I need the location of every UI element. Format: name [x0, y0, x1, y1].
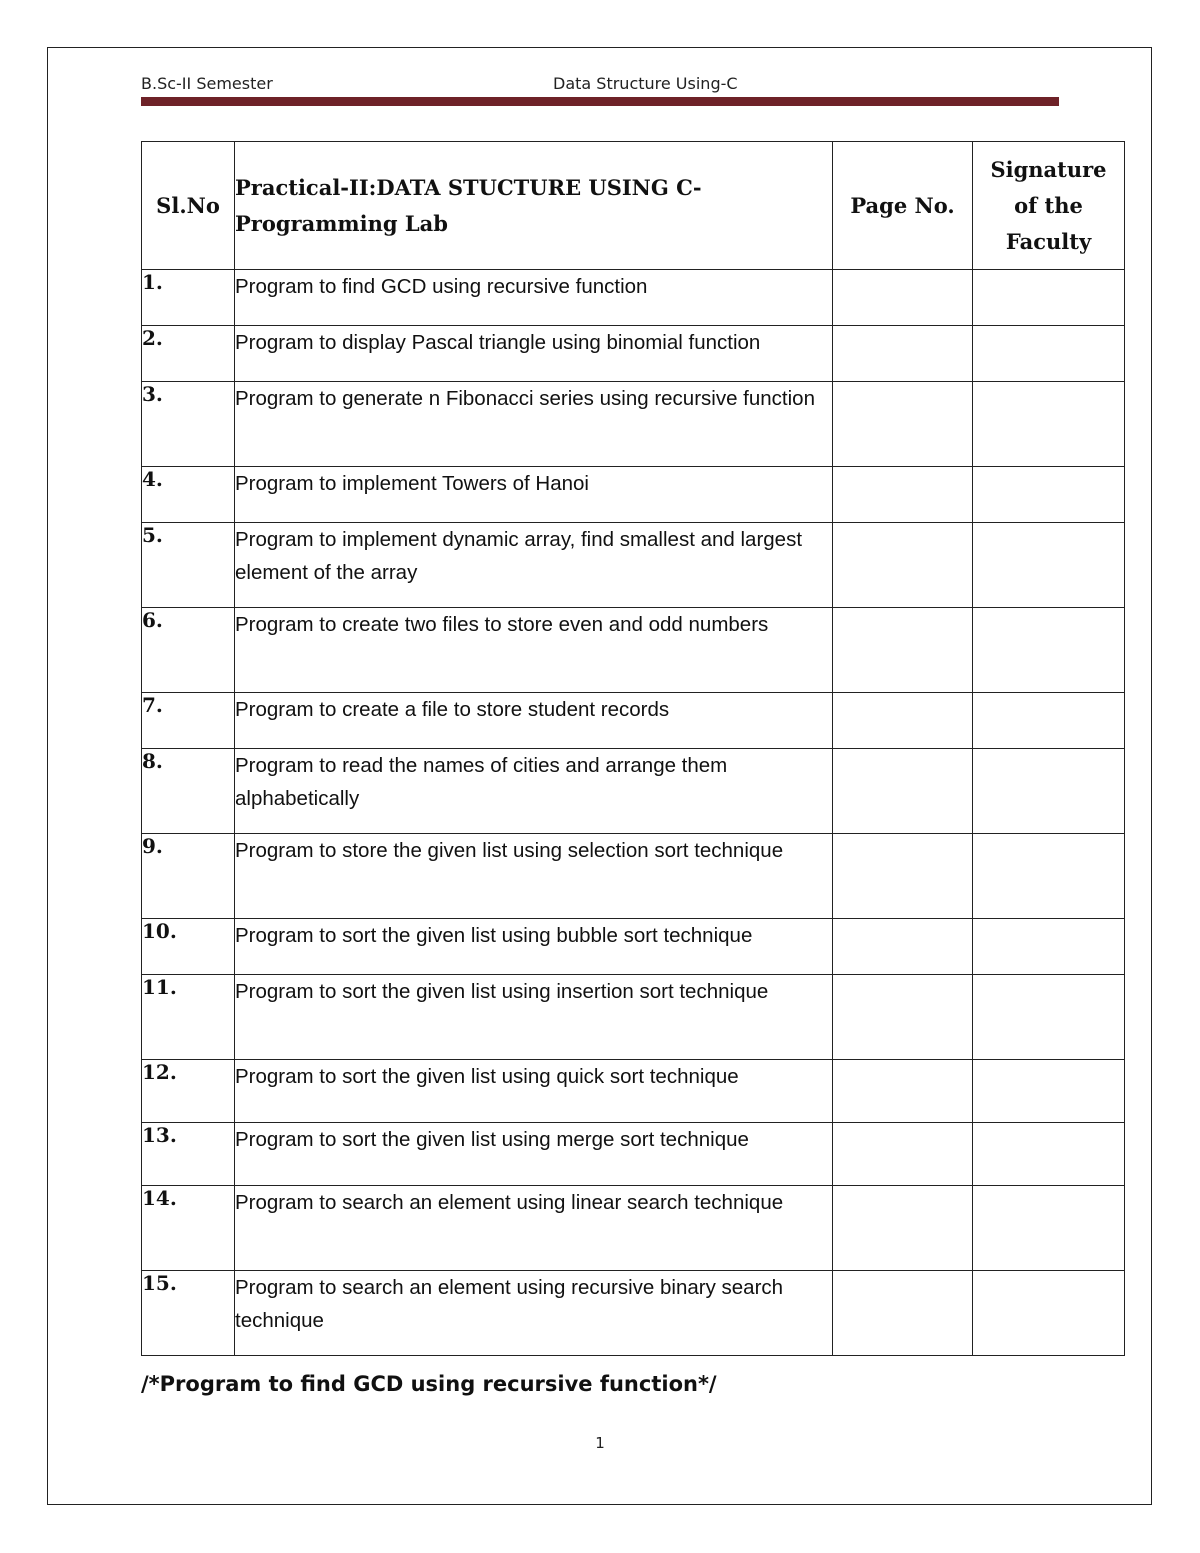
row-page-no [833, 382, 973, 467]
row-signature [973, 749, 1125, 834]
row-program: Program to sort the given list using merge sort technique [235, 1123, 833, 1186]
row-page-no [833, 749, 973, 834]
program-comment-heading: /*Program to find GCD using recursive function*/ [141, 1372, 717, 1396]
row-program: Program to create two files to store even and odd numbers [235, 608, 833, 693]
row-page-no [833, 1060, 973, 1123]
table-row [142, 467, 1125, 523]
signature-header-line-1: Signature [990, 156, 1107, 182]
row-sl-no: 4. [142, 467, 235, 523]
signature-header-line-3: Faculty [1005, 228, 1092, 254]
row-page-no [833, 1123, 973, 1186]
table-row [142, 1123, 1125, 1186]
table-row [142, 1271, 1125, 1356]
row-program: Program to find GCD using recursive function [235, 270, 833, 326]
row-sl-no: 2. [142, 326, 235, 382]
row-program: Program to search an element using recursive binary search technique [235, 1271, 833, 1356]
row-program: Program to generate n Fibonacci series using recursive function [235, 382, 833, 467]
row-sl-no: 1. [142, 270, 235, 326]
signature-header-line-2: of the [1014, 192, 1083, 218]
row-signature [973, 975, 1125, 1060]
table-row [142, 523, 1125, 608]
table-row [142, 749, 1125, 834]
row-program: Program to sort the given list using insertion sort technique [235, 975, 833, 1060]
table-row [142, 975, 1125, 1060]
row-page-no [833, 270, 973, 326]
row-sl-no: 5. [142, 523, 235, 608]
table-row [142, 1186, 1125, 1271]
row-sl-no: 15. [142, 1271, 235, 1356]
row-sl-no: 9. [142, 834, 235, 919]
row-program: Program to create a file to store student records [235, 693, 833, 749]
row-program: Program to sort the given list using bubble sort technique [235, 919, 833, 975]
row-page-no [833, 975, 973, 1060]
header-rule [141, 97, 1059, 106]
row-program: Program to search an element using linear search technique [235, 1186, 833, 1271]
row-program: Program to display Pascal triangle using binomial function [235, 326, 833, 382]
row-program: Program to sort the given list using quick sort technique [235, 1060, 833, 1123]
row-page-no [833, 326, 973, 382]
row-page-no [833, 834, 973, 919]
page-number: 1 [595, 1434, 605, 1452]
table-row [142, 1060, 1125, 1123]
header-subject: Data Structure Using-C [553, 74, 738, 93]
table-row [142, 270, 1125, 326]
practical-title-line-2: Programming Lab [235, 210, 448, 236]
row-page-no [833, 608, 973, 693]
row-signature [973, 523, 1125, 608]
table-row [142, 382, 1125, 467]
row-signature [973, 270, 1125, 326]
row-program: Program to implement dynamic array, find smallest and largest element of the array [235, 523, 833, 608]
table-header-row [142, 142, 1125, 270]
row-signature [973, 326, 1125, 382]
row-sl-no: 12. [142, 1060, 235, 1123]
row-signature [973, 1271, 1125, 1356]
row-signature [973, 834, 1125, 919]
table-row [142, 834, 1125, 919]
row-program: Program to store the given list using selection sort technique [235, 834, 833, 919]
row-sl-no: 6. [142, 608, 235, 693]
row-sl-no: 13. [142, 1123, 235, 1186]
practical-index-table [141, 141, 1125, 1356]
row-signature [973, 919, 1125, 975]
row-sl-no: 3. [142, 382, 235, 467]
row-page-no [833, 1186, 973, 1271]
column-header-sl-no: Sl.No [142, 142, 235, 270]
row-page-no [833, 523, 973, 608]
row-page-no [833, 467, 973, 523]
row-page-no [833, 919, 973, 975]
row-signature [973, 608, 1125, 693]
row-page-no [833, 693, 973, 749]
practical-title-line-1: Practical-II:DATA STUCTURE USING C- [235, 174, 702, 200]
row-page-no [833, 1271, 973, 1356]
table-row [142, 919, 1125, 975]
row-program: Program to implement Towers of Hanoi [235, 467, 833, 523]
row-signature [973, 1186, 1125, 1271]
row-sl-no: 14. [142, 1186, 235, 1271]
row-program: Program to read the names of cities and arrange them alphabetically [235, 749, 833, 834]
row-sl-no: 11. [142, 975, 235, 1060]
row-signature [973, 1060, 1125, 1123]
table-row [142, 693, 1125, 749]
table-row [142, 608, 1125, 693]
header-semester: B.Sc-II Semester [141, 74, 273, 93]
column-header-practical-title [235, 142, 833, 270]
row-signature [973, 1123, 1125, 1186]
row-signature [973, 467, 1125, 523]
table-row [142, 326, 1125, 382]
row-signature [973, 693, 1125, 749]
page-header [141, 72, 1059, 96]
column-header-page-no: Page No. [833, 142, 973, 270]
row-signature [973, 382, 1125, 467]
row-sl-no: 10. [142, 919, 235, 975]
row-sl-no: 8. [142, 749, 235, 834]
row-sl-no: 7. [142, 693, 235, 749]
column-header-signature [973, 142, 1125, 270]
